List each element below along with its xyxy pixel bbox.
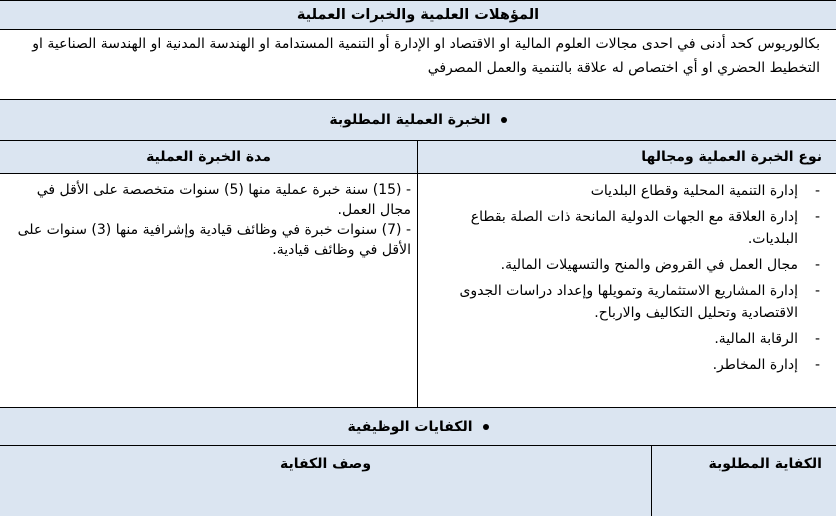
- experience-header-row: [0, 141, 836, 174]
- duration-line: - (15) سنة خبرة عملية منها (5) سنوات متخصصة على الأقل في مجال العمل.: [36, 182, 411, 218]
- experience-duration-header-label: مدة الخبرة العملية: [146, 149, 271, 165]
- competencies-title: الكفايات الوظيفية: [347, 418, 473, 435]
- experience-title: الخبرة العملية المطلوبة: [329, 112, 491, 128]
- experience-type-list: [418, 174, 836, 376]
- experience-title-row: [0, 100, 836, 141]
- column-divider: [417, 141, 418, 173]
- qualifications-title: المؤهلات العلمية والخبرات العملية: [296, 7, 540, 23]
- qualifications-text-row: [0, 30, 836, 100]
- competency-description-label: وصف الكفاية: [279, 456, 372, 472]
- experience-type-cell: [418, 174, 836, 407]
- list-item: - إدارة التنمية المحلية وقطاع البلديات: [422, 180, 820, 202]
- column-divider: [417, 174, 418, 407]
- experience-duration-cell: [0, 174, 417, 407]
- qualifications-text: بكالوريوس كحد أدنى في احدى مجالات العلوم المالية او الاقتصاد او الإدارة أو التنمية المستدامة او الهندسة المدنية او الهندسة الصناعية او التخطيط الحضري او أي اختصاص له علاقة بالتنمية والعمل المصرفي: [32, 36, 820, 76]
- qualifications-title-row: [0, 0, 836, 30]
- list-item: - إدارة المشاريع الاستثمارية وتمويلها وإعداد دراسات الجدوى الاقتصادية وتحليل التكاليف والارباح.: [422, 280, 820, 324]
- competencies-header-row: [0, 446, 836, 516]
- competency-required-header: [652, 446, 836, 516]
- experience-body-row: [0, 174, 836, 408]
- column-divider: [651, 446, 652, 516]
- competency-required-label: الكفاية المطلوبة: [708, 456, 822, 472]
- experience-type-header: [418, 141, 836, 173]
- competencies-title-row: [0, 408, 836, 446]
- list-item: - إدارة العلاقة مع الجهات الدولية المانحة ذات الصلة بقطاع البلديات.: [422, 206, 820, 250]
- list-item: - الرقابة المالية.: [422, 328, 820, 350]
- experience-duration-header: [0, 141, 417, 173]
- experience-type-header-label: نوع الخبرة العملية ومجالها: [641, 149, 822, 165]
- list-item: - مجال العمل في القروض والمنح والتسهيلات المالية.: [422, 254, 820, 276]
- bullet-icon: [483, 424, 489, 430]
- competency-description-header: [0, 446, 651, 516]
- list-item: - إدارة المخاطر.: [422, 354, 820, 376]
- bullet-icon: [501, 117, 507, 123]
- duration-line: - (7) سنوات خبرة في وظائف قيادية وإشرافية منها (3) سنوات على الأقل في وظائف قيادية.: [17, 222, 411, 258]
